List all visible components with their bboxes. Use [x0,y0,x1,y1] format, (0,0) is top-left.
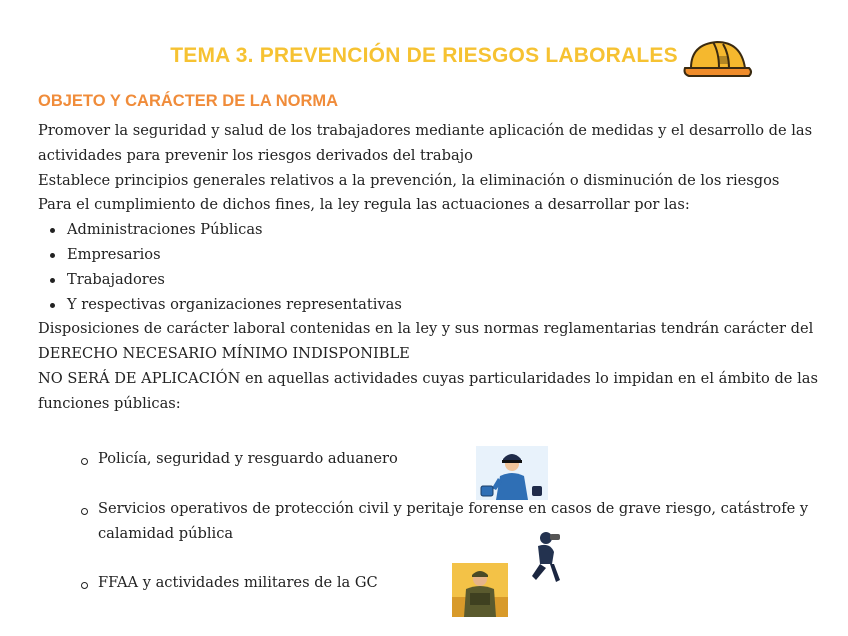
forensic-worker-icon [526,528,562,586]
sub-item-civil-protection: Servicios operativos de protección civil y peritaje forense en casos de grave riesgo, catástrofe y calamidad pública [98,500,809,542]
bullet-item: Empresarios [38,243,828,268]
page-title: TEMA 3. PREVENCIÓN DE RIESGOS LABORALES [170,44,678,67]
sub-item-military: FFAA y actividades militares de la GC [98,574,378,591]
paragraph: Disposiciones de carácter laboral contenidas en la ley y sus normas reglamentarias tendrán carácter del DERECHO NECESARIO MÍNIMO INDISPONIBLE [38,320,814,363]
bullet-item: Y respectivas organizaciones representativas [38,293,828,318]
paragraph: Para el cumplimiento de dichos fines, la ley regula las actuaciones a desarrollar por las: [38,196,690,214]
sub-item-police: Policía, seguridad y resguardo aduanero [98,450,398,467]
section-title: OBJETO Y CARÁCTER DE LA NORMA [38,92,339,110]
circle-bullet-icon [81,582,88,589]
police-officer-icon [476,446,548,500]
circle-bullet-icon [81,508,88,515]
soldier-icon [452,563,508,617]
bullet-item: Trabajadores [38,268,828,293]
paragraph: Promover la seguridad y salud de los trabajadores mediante aplicación de medidas y el desarrollo de las actividades para prevenir los riesgos derivados del trabajo [38,122,813,164]
body-text [38,119,828,417]
hard-hat-icon [683,38,755,80]
circle-bullet-icon [81,458,88,465]
bullet-list [38,218,828,317]
bullet-item: Administraciones Públicas [38,218,828,243]
paragraph: NO SERÁ DE APLICACIÓN en aquellas actividades cuyas particularidades lo impidan en el ámbito de las funciones públicas: [38,369,818,412]
paragraph: Establece principios generales relativos a la prevención, la eliminación o disminución de los riesgos [38,171,780,189]
